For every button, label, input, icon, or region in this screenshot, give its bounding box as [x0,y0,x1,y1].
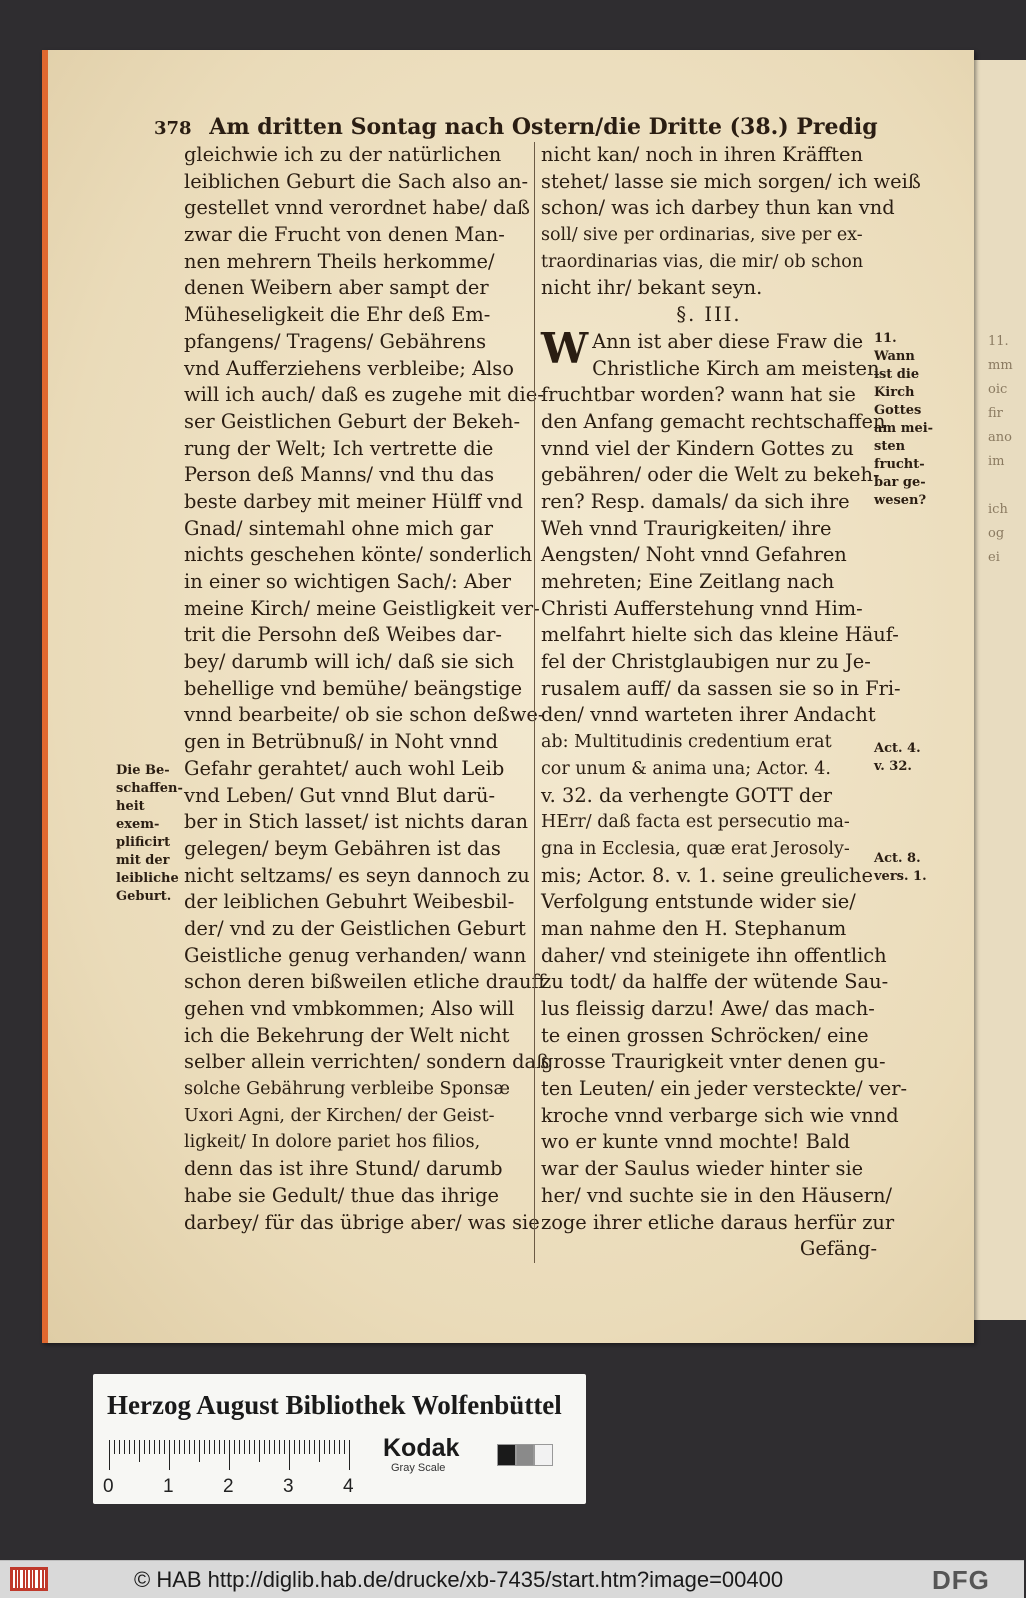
text-line: zu todt/ da halffe der wütende Sau- [541,970,889,994]
text-line: Gefahr gerahtet/ auch wohl Leib [184,756,505,780]
next-page-fragment: og [988,526,1005,541]
text-line: Aengsten/ Noht vnnd Gefahren [541,543,847,567]
text-line: gleichwie ich zu der natürlichen [184,143,502,166]
text-line: HErr/ daß facta est persecutio ma- [541,812,850,833]
barcode-icon [10,1567,48,1591]
margin-line: Kirch [874,385,915,400]
next-page-fragment: im [988,454,1005,469]
margin-line: exem- [116,817,160,832]
text-line: nicht ihr/ bekant seyn. [541,276,763,300]
ruler-tick [124,1440,125,1454]
margin-line: sten [874,439,906,454]
ruler-tick [134,1440,135,1454]
margin-note-left [116,762,182,906]
ruler-tick [189,1440,190,1454]
ruler-tick [159,1440,160,1454]
text-line: zwar die Frucht von denen Man- [184,223,505,247]
text-line: ab: Multitudinis credentium erat [541,732,832,753]
text-line: mis; Actor. 8. v. 1. seine greuliche [541,863,873,887]
text-line: man nahme den H. Stephanum [541,916,847,940]
text-line: rusalem auff/ da sassen sie so in Fri- [541,676,901,700]
margin-line: Die Be- [116,763,170,778]
text-line: rung der Welt; Ich vertrette die [184,436,494,460]
ruler-tick [149,1440,150,1454]
left-column [184,142,550,1236]
text-line: gen in Betrübnuß/ in Noht vnnd [184,730,498,754]
text-line: behellige vnd bemühe/ beängstige [184,676,523,700]
ruler-tick [179,1440,180,1454]
dropcap: W [541,323,589,373]
text-line: traordinarias vias, die mir/ ob schon [541,251,864,272]
ruler-tick [234,1440,235,1454]
text-line: Christliche Kirch am meisten [592,356,880,380]
ruler-numbers [103,1476,373,1498]
text-line: solche Gebährung verbleibe Sponsæ [184,1079,510,1100]
margin-line: schaffen- [116,781,183,796]
text-line: leiblichen Geburt die Sach also an- [184,169,529,193]
text-line: vnd Aufferziehens verbleibe; Also [184,356,514,380]
text-line: pfangens/ Tragens/ Gebährens [184,329,487,353]
ruler-tick [239,1440,240,1454]
text-line: kroche vnnd verbarge sich wie vnnd [541,1103,899,1127]
text-line: vnnd bearbeite/ ob sie schon deßwe- [184,703,545,727]
next-page-fragment: mm [988,358,1013,373]
ruler-tick [289,1440,290,1470]
text-line: ren? Resp. damals/ da sich ihre [541,489,850,513]
next-page-edge [968,60,1026,1320]
ruler-number: 0 [103,1476,114,1497]
text-line: nichts geschehen könte/ sonderlich [184,543,533,567]
text-line: will ich auch/ daß es zugehe mit die- [184,383,544,407]
running-header [154,114,924,140]
text-line: trit die Persohn deß Weibes dar- [184,623,502,647]
kodak-logo: Kodak [383,1434,460,1462]
text-line: den Anfang gemacht rechtschaffen [541,409,886,433]
ruler-number: 4 [343,1476,354,1497]
ruler-tick [319,1440,320,1462]
ruler-tick [224,1440,225,1454]
next-page-fragment: 11. [988,334,1009,349]
margin-line: wesen? [874,493,927,508]
ruler-tick [129,1440,130,1454]
text-line: daher/ vnd steinigete ihn offentlich [541,943,887,967]
margin-line: vers. 1. [874,869,927,884]
text-line: gelegen/ beym Gebähren ist das [184,836,501,860]
margin-line: plificirt [116,835,171,850]
text-line: fruchtbar worden? wann hat sie [541,383,856,407]
ruler-tick [259,1440,260,1462]
text-line: der/ vnd zu der Geistlichen Geburt [184,916,526,940]
text-line: grosse Traurigkeit vnter denen gu- [541,1050,886,1074]
ruler-tick [109,1440,110,1470]
margin-line: frucht- [874,457,925,472]
ruler-tick [279,1440,280,1454]
margin-line: Geburt. [116,889,172,904]
margin-line: am mei- [874,421,934,436]
next-page-fragment: oic [988,382,1008,397]
text-line: Person deß Manns/ vnd thu das [184,463,495,487]
ruler-tick [324,1440,325,1454]
text-line: Geistliche genug verhanden/ wann [184,943,527,967]
text-line: wo er kunte vnnd mochte! Bald [541,1130,851,1154]
margin-line: heit [116,799,145,814]
section-title: §. III. [676,303,742,327]
text-line: bey/ darumb will ich/ daß sie sich [184,650,515,674]
text-line: ligkeit/ In dolore pariet hos filios, [184,1132,481,1153]
next-page-fragment: ano [988,430,1012,445]
ruler-tick [249,1440,250,1454]
ruler-tick [214,1440,215,1454]
text-line: zoge ihrer etliche daraus herfür zur [541,1210,895,1234]
gray-scale-caption: Gray Scale [391,1462,446,1474]
book-page [42,50,974,1343]
ruler-tick [164,1440,165,1454]
text-line: vnnd viel der Kindern Gottes zu [541,436,854,460]
text-line: cor unum & anima una; Actor. 4. [541,758,831,779]
dfg-logo: DFG [932,1565,990,1595]
margin-line: Wann [874,349,915,364]
text-line: vnd Leben/ Gut vnnd Blut darü- [184,783,496,807]
ruler-tick [334,1440,335,1454]
margin-line: v. 32. [874,759,912,774]
ruler-tick [304,1440,305,1454]
text-line: denn das ist ihre Stund/ darumb [184,1157,503,1181]
ruler-tick [309,1440,310,1454]
ruler-tick [264,1440,265,1454]
margin-note-right-ref2 [874,850,934,886]
ruler-number: 3 [283,1476,294,1497]
ruler-tick [139,1440,140,1462]
ruler-tick [144,1440,145,1454]
ruler-tick [274,1440,275,1454]
ruler-tick [294,1440,295,1454]
text-line: nicht seltzams/ es seyn dannoch zu [184,863,530,887]
text-line: denen Weibern aber sampt der [184,276,489,300]
ruler-tick [269,1440,270,1454]
text-line: darbey/ für das übrige aber/ was sie [184,1210,540,1234]
text-line: fel der Christglaubigen nur zu Je- [541,650,871,674]
gray-swatches [497,1444,553,1464]
margin-line: ist die [874,367,920,382]
ruler-tick [184,1440,185,1454]
text-line: melfahrt hielte sich das kleine Häuf- [541,623,899,647]
text-line: Verfolgung entstunde wider sie/ [541,890,856,914]
margin-line: Act. 8. [874,851,921,866]
ruler-tick [284,1440,285,1454]
text-line: v. 32. da verhengte GOTT der [541,783,833,807]
ruler-tick [199,1440,200,1462]
ruler-number: 2 [223,1476,234,1497]
next-page-fragment: ich [988,502,1008,517]
text-line: gebähren/ oder die Welt zu bekeh- [541,463,880,487]
text-line: schon/ was ich darbey thun kan vnd [541,196,895,220]
text-line: habe sie Gedult/ thue das ihrige [184,1183,499,1207]
text-line: Uxori Agni, der Kirchen/ der Geist- [184,1105,495,1126]
text-line: Müheseligkeit die Ehr deß Em- [184,303,491,327]
ruler-tick [204,1440,205,1454]
ruler-tick [229,1440,230,1470]
catchword: Gefäng- [799,1237,877,1261]
text-line: gestellet vnnd verordnet habe/ daß [184,196,530,220]
margin-line: 11. [874,331,897,346]
margin-line: Act. 4. [874,741,921,756]
ruler-tick [169,1440,170,1470]
next-page-fragment: ei [988,550,1000,565]
text-line: nen mehrern Theils herkomme/ [184,249,495,273]
text-line: lus fleissig darzu! Awe/ das mach- [541,997,875,1020]
ruler-tick [114,1440,115,1454]
ruler-tick [174,1440,175,1454]
text-line: den/ vnnd warteten ihrer Andacht [541,703,876,727]
gray-swatch [516,1444,535,1466]
paragraph-first-line: Ann ist aber diese Fraw die [592,329,864,353]
ruler-tick [209,1440,210,1454]
library-scale-label [93,1374,586,1504]
text-line: ten Leuten/ ein jeder versteckte/ ver- [541,1077,908,1101]
running-title: Am dritten Sontag nach Ostern/die Dritte (38.) Predig [209,114,878,140]
ruler-tick [314,1440,315,1454]
ruler-tick [119,1440,120,1454]
text-line: Weh vnnd Traurigkeiten/ ihre [541,516,832,540]
ruler-number: 1 [163,1476,174,1497]
margin-line: mit der [116,853,170,868]
text-line: schon deren bißweilen etliche drauff [184,970,546,994]
text-line: in einer so wichtigen Sach/: Aber [184,570,511,593]
library-name: Herzog August Bibliothek Wolfenbüttel [107,1390,562,1420]
ruler-tick [344,1440,345,1454]
next-page-fragment: fir [988,406,1003,421]
margin-note-right-question [874,330,934,510]
footer-url[interactable]: © HAB http://diglib.hab.de/drucke/xb-7435/start.htm?image=00400 [134,1567,784,1592]
text-line: ich die Bekehrung der Welt nicht [184,1023,510,1047]
ruler-tick [349,1440,350,1470]
text-line: gna in Ecclesia, quæ erat Jerosoly- [541,838,850,859]
text-line: gehen vnd vmbkommen; Also will [184,997,515,1020]
text-line: der leiblichen Gebuhrt Weibesbil- [184,890,515,914]
gray-swatch [534,1444,553,1466]
text-line: soll/ sive per ordinarias, sive per ex- [541,225,863,246]
text-line: nicht kan/ noch in ihren Kräfften [541,143,863,166]
text-line: beste darbey mit meiner Hülff vnd [184,489,523,513]
footer-bar [0,1560,1024,1598]
text-line: war der Saulus wieder hinter sie [541,1157,864,1181]
text-line: ser Geistlichen Geburt der Bekeh- [184,409,521,433]
text-line: ber in Stich lasset/ ist nichts daran [184,810,528,834]
gray-swatch [497,1444,516,1466]
page-number: 378 [154,118,192,139]
margin-line: leibliche [116,871,179,886]
text-line: her/ vnd suchte sie in den Häusern/ [541,1183,893,1207]
margin-line: bar ge- [874,475,926,490]
ruler-tick [254,1440,255,1454]
margin-line: Gottes [874,403,922,418]
ruler-tick [219,1440,220,1454]
margin-note-right-ref1 [874,740,934,776]
ruler-tick [299,1440,300,1454]
ruler-tick [194,1440,195,1454]
ruler-tick [329,1440,330,1454]
ruler-tick [339,1440,340,1454]
ruler [109,1440,359,1470]
text-line: stehet/ lasse sie mich sorgen/ ich weiß [541,169,921,193]
text-line: selber allein verrichten/ sondern daß [184,1050,550,1074]
text-line: meine Kirch/ meine Geistligkeit ver- [184,596,540,620]
ruler-tick [244,1440,245,1454]
text-line: Gnad/ sintemahl ohne mich gar [184,516,493,540]
text-line: mehreten; Eine Zeitlang nach [541,570,835,593]
ruler-tick [154,1440,155,1454]
text-line: Christi Aufferstehung vnnd Him- [541,596,863,620]
text-line: te einen grossen Schröcken/ eine [541,1023,869,1047]
